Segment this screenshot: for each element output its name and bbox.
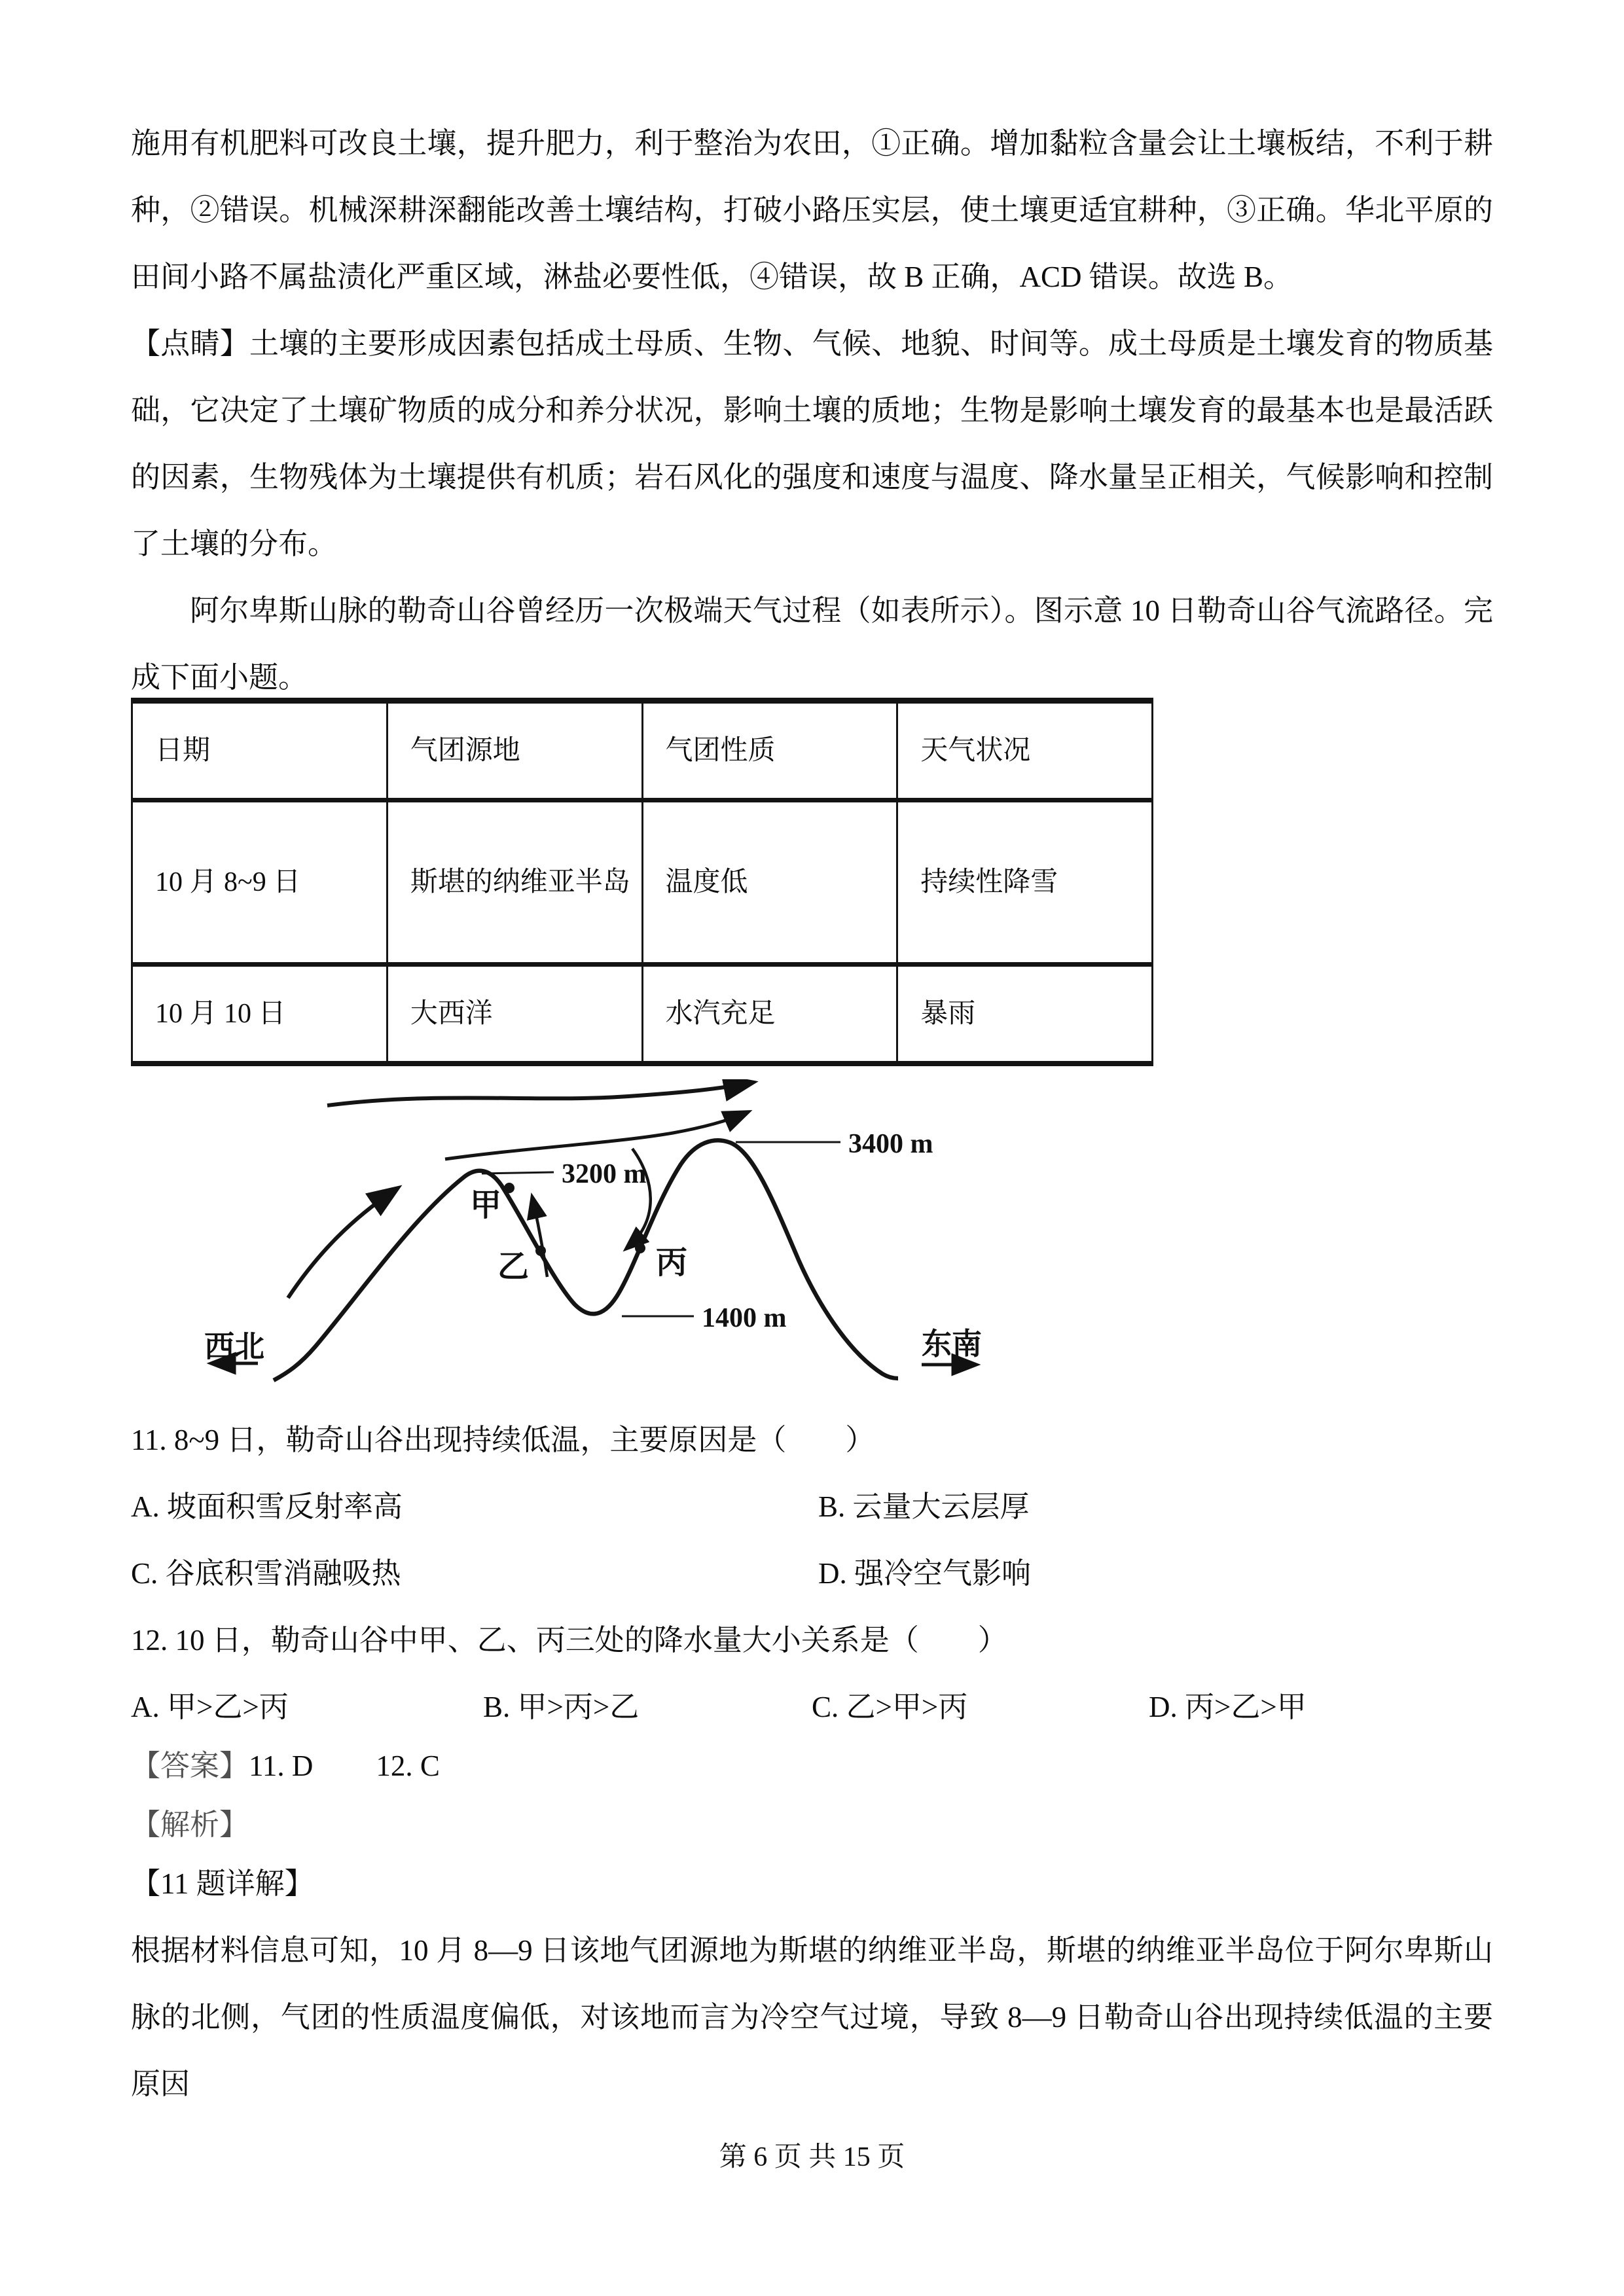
- page-footer: 第 6 页 共 15 页: [719, 2142, 905, 2172]
- table-header-row: [132, 701, 1153, 800]
- question-12-options-row: [131, 1674, 1493, 1740]
- analysis-paragraph-previous: 施用有机肥料可改良土壤，提升肥力，利于整治为农田，①正确。增加黏粒含量会让土壤板结，不利于耕种，②错误。机械深耕深翻能改善土壤结构，打破小路压实层，使土壤更适宜耕种，③正确。华北平原的田间小路不属盐渍化严重区域，淋盐必要性低，④错误，故 B 正确，ACD 错误。故选 B。: [131, 127, 1493, 293]
- point-bing-dot: [635, 1243, 645, 1253]
- valley-cross-section-diagram: [196, 1079, 1146, 1407]
- answers-label: 【答案】: [131, 1749, 249, 1782]
- question-12-option-a: A. 甲>乙>丙: [131, 1691, 289, 1723]
- question-11-option-d: D. 强冷空气影响: [818, 1557, 1031, 1590]
- question-11-option-a: A. 坡面积雪反射率高: [131, 1490, 403, 1523]
- direction-southeast-label: 东南: [922, 1327, 982, 1361]
- question-11-options-row-2: [131, 1540, 1493, 1607]
- airflow-figure: [196, 1079, 1146, 1407]
- table-row: [132, 965, 1153, 1064]
- analysis-label-line: [131, 1791, 1493, 1858]
- key-note-paragraph: 【点睛】土壤的主要形成因素包括成土母质、生物、气候、地貌、时间等。成土母质是土壤发育的物质基础，它决定了土壤矿物质的成分和养分状况，影响土壤的质地；生物是影响土壤发育的最基本也是最活跃的因素，生物残体为土壤提供有机质；岩石风化的强度和速度与温度、降水量呈正相关，气候影响和控制了土壤的分布。: [131, 327, 1493, 560]
- altitude-label-3400: 3400 m: [848, 1129, 933, 1159]
- header-weather: 天气状况: [897, 701, 1153, 800]
- cell-airmass-source: 大西洋: [387, 965, 642, 1064]
- cell-weather: 暴雨: [897, 965, 1153, 1064]
- question-11-stem: 11. 8~9 日，勒奇山谷出现持续低温，主要原因是（ ）: [131, 1424, 875, 1456]
- cell-weather: 持续性降雪: [897, 800, 1153, 965]
- material-paragraph: 阿尔卑斯山脉的勒奇山谷曾经历一次极端天气过程（如表所示）。图示意 10 日勒奇山谷气流路径。完成下面小题。: [131, 594, 1493, 694]
- altitude-label-3200: 3200 m: [562, 1159, 647, 1189]
- cell-date: 10 月 8~9 日: [132, 800, 388, 965]
- question-12-stem: 12. 10 日，勒奇山谷中甲、乙、丙三处的降水量大小关系是（ ）: [131, 1624, 1007, 1657]
- detail-11-text: 根据材料信息可知，10 月 8—9 日该地气团源地为斯堪的纳维亚半岛，斯堪的纳维亚半岛位于阿尔卑斯山脉的北侧，气团的性质温度偏低，对该地而言为冷空气过境，导致 8—9 日勒奇山谷出现持续低温的主要原因: [131, 1934, 1493, 2100]
- point-yi-dot: [535, 1246, 546, 1256]
- weather-table: [131, 698, 1153, 1066]
- altitude-label-1400: 1400 m: [702, 1303, 787, 1333]
- answer-12: 12. C: [376, 1749, 440, 1782]
- valley-ascending-arrow: [533, 1200, 547, 1277]
- question-11-options-row-1: [131, 1473, 1493, 1540]
- analysis-label: 【解析】: [131, 1808, 249, 1841]
- header-airmass-source: 气团源地: [387, 701, 642, 800]
- question-11-option-c: C. 谷底积雪消融吸热: [131, 1557, 401, 1590]
- upper-airflow-arrow: [327, 1083, 749, 1105]
- point-bing-label: 丙: [656, 1246, 688, 1280]
- header-date: 日期: [132, 701, 388, 800]
- point-jia-label: 甲: [470, 1188, 502, 1223]
- answers-line: [131, 1732, 1493, 1799]
- windward-ascending-arrow: [288, 1191, 394, 1298]
- direction-northwest-label: 西北: [204, 1330, 264, 1363]
- answer-11: 11. D: [249, 1749, 314, 1782]
- question-12-option-d: D. 丙>乙>甲: [1149, 1691, 1307, 1723]
- question-12-option-c: C. 乙>甲>丙: [812, 1691, 968, 1723]
- cell-airmass-source: 斯堪的纳维亚半岛: [387, 800, 642, 965]
- question-11-option-b: B. 云量大云层厚: [818, 1490, 1030, 1523]
- mid-airflow-arrow: [445, 1113, 745, 1159]
- point-yi-label: 乙: [497, 1249, 530, 1284]
- leader-line-3200: [482, 1172, 554, 1174]
- detail-11-heading: 【11 题详解】: [131, 1867, 314, 1900]
- table-row: [132, 800, 1153, 965]
- cell-date: 10 月 10 日: [132, 965, 388, 1064]
- point-jia-dot: [504, 1183, 514, 1193]
- cell-airmass-property: 温度低: [642, 800, 897, 965]
- question-12-option-b: B. 甲>丙>乙: [483, 1691, 640, 1723]
- header-airmass-property: 气团性质: [642, 701, 897, 800]
- cell-airmass-property: 水汽充足: [642, 965, 897, 1064]
